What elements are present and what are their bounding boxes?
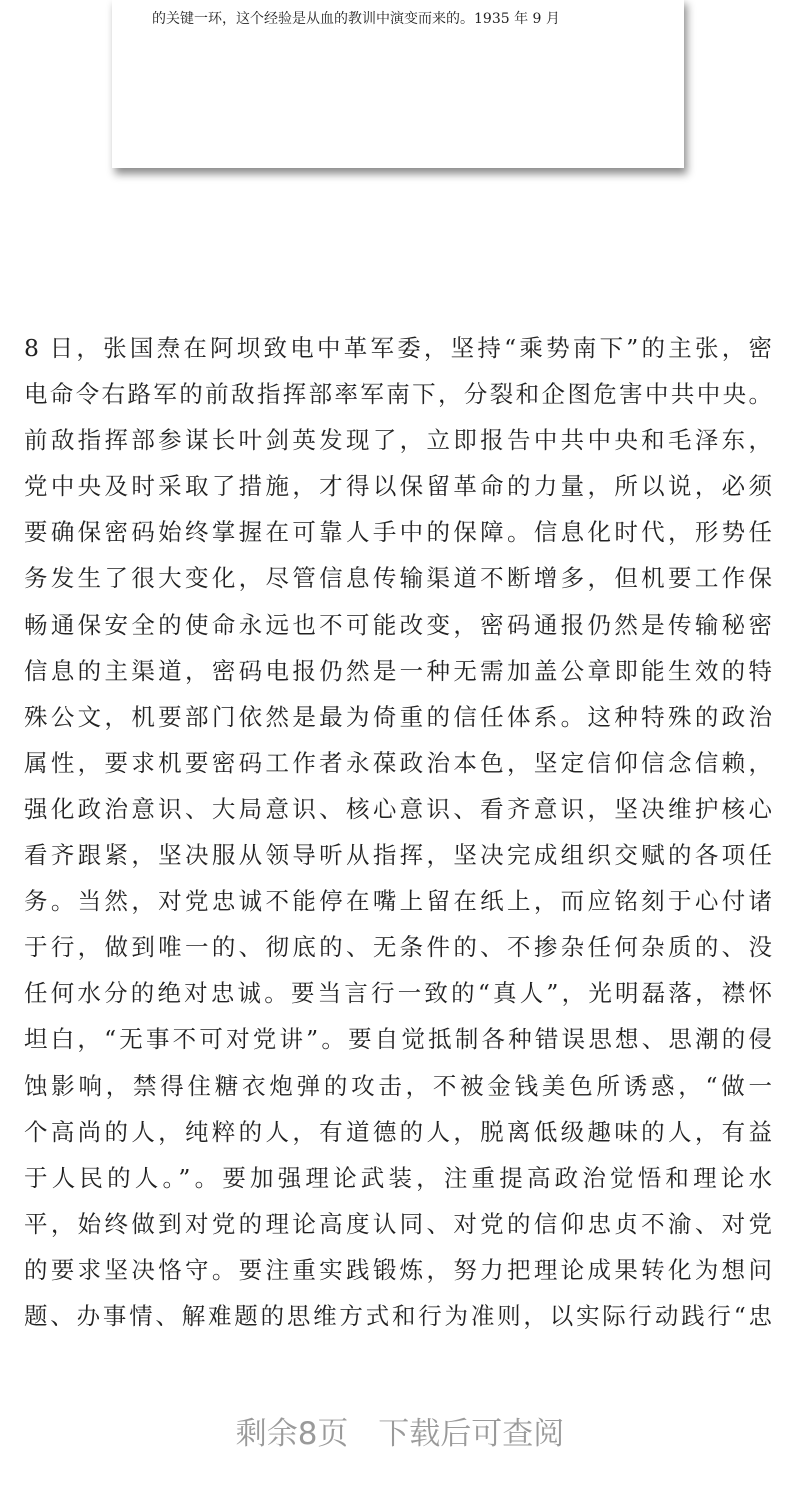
body-line: 强化政治意识、大局意识、核心意识、看齐意识，坚决维护核心 [24,794,772,823]
body-line: 殊公文，机要部门依然是最为倚重的信任体系。这种特殊的政治 [24,702,772,731]
download-prompt[interactable] [0,1408,800,1453]
body-line: 的要求坚决恪守。要注重实践锻炼，努力把理论成果转化为想问 [24,1255,772,1284]
download-to-view-link[interactable]: 下载后可查阅 [378,1416,565,1452]
body-line: 8 日，张国焘在阿坝致电中革军委，坚持“乘势南下”的主张，密 [24,334,772,362]
remaining-pages-label: 剩余8页 [235,1416,349,1452]
body-line: 党中央及时采取了措施，才得以保留革命的力量，所以说，必须 [24,472,772,501]
body-line: 题、办事情、解难题的思维方式和行为准则，以实际行动践行“忠 [24,1301,772,1330]
body-line: 蚀影响，禁得住糖衣炮弹的攻击，不被金钱美色所诱惑，“做一 [24,1071,772,1100]
body-line: 要确保密码始终掌握在可靠人手中的保障。信息化时代，形势任 [24,518,772,547]
body-line: 任何水分的绝对忠诚。要当言行一致的“真人”，光明磊落，襟怀 [24,979,772,1008]
body-line: 看齐跟紧，坚决服从领导听从指挥，坚决完成组织交赋的各项任 [24,841,772,870]
document-body [24,330,772,1344]
body-line: 前敌指挥部参谋长叶剑英发现了，立即报告中共中央和毛泽东， [24,426,772,455]
body-line: 于人民的人。”。要加强理论武装，注重提高政治觉悟和理论水 [24,1163,772,1192]
body-line: 务。当然，对党忠诚不能停在嘴上留在纸上，而应铭刻于心付诸 [24,887,772,916]
body-line: 于行，做到唯一的、彻底的、无条件的、不掺杂任何杂质的、没 [24,933,772,962]
page-preview-card [112,0,684,168]
body-line: 属性，要求机要密码工作者永葆政治本色，坚定信仰信念信赖， [24,748,772,777]
preview-text: 的关键一环，这个经验是从血的教训中演变而来的。1935 年 9 月 [152,11,560,27]
body-line: 坦白，“无事不可对党讲”。要自觉抵制各种错误思想、思潮的侵 [24,1025,772,1054]
body-line: 畅通保安全的使命永远也不可能改变，密码通报仍然是传输秘密 [24,610,772,639]
body-line: 电命令右路军的前敌指挥部率军南下，分裂和企图危害中共中央。 [24,380,772,409]
body-line: 信息的主渠道，密码电报仍然是一种无需加盖公章即能生效的特 [24,656,772,685]
body-line: 务发生了很大变化，尽管信息传输渠道不断增多，但机要工作保 [24,564,772,593]
body-line: 平，始终做到对党的理论高度认同、对党的信仰忠贞不渝、对党 [24,1209,772,1238]
body-line: 个高尚的人，纯粹的人，有道德的人，脱离低级趣味的人，有益 [24,1117,772,1146]
